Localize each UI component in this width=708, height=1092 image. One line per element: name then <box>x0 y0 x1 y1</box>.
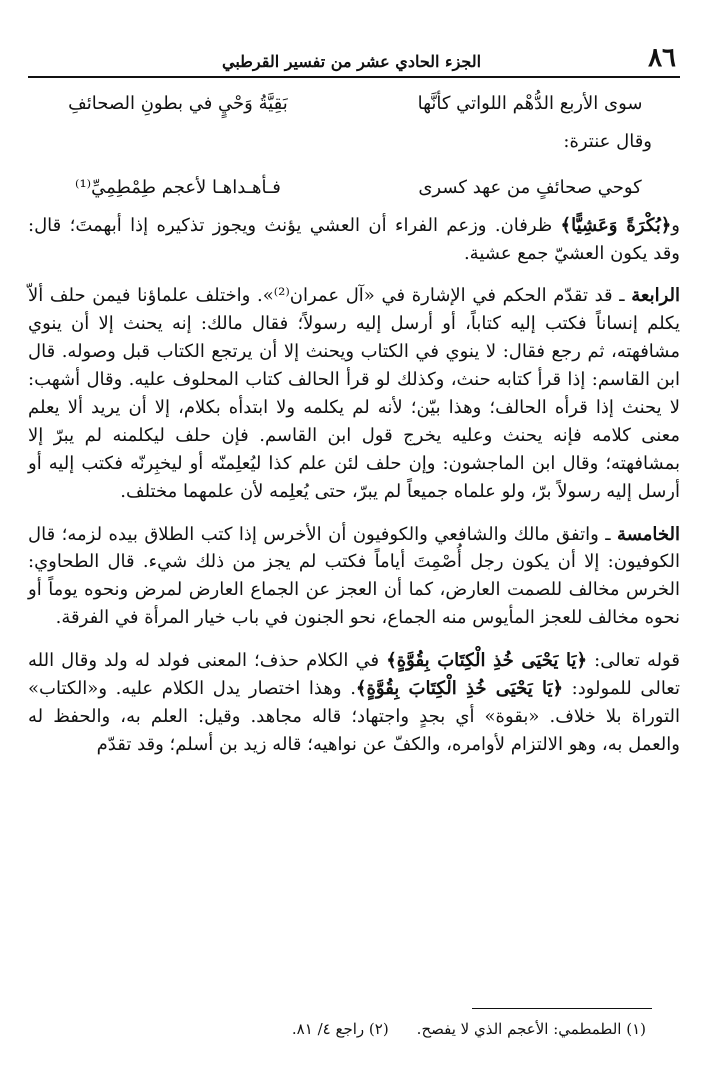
page-content <box>28 90 680 774</box>
book-page <box>28 22 680 1072</box>
footnote-divider <box>472 1008 652 1009</box>
footnote-2: (٢) راجع ٤/ ٨١. <box>291 1020 389 1038</box>
paragraph-text: ـ قد تقدّم الحكم في الإشارة في «آل عمران⁽²⁾». واختلف علماؤنا فيمن حلف ألاّ يكلم إنساناً فكتب إليه كتاباً، أو أرسل إليه رسولاً؛ فقال مالك: إنه يحنث إلا أن ينوي مشافهته، ثم رجع فقال: لا ينوي في الكتاب ويحنث إلا أن يرتجع الكتاب قبل وصوله. قال ابن القاسم: إذا قرأ كتابه حنث، وكذلك لو قرأ الحالف كتاب المحلوف عليه. وقال أشهب: لا يحنث إذا قرأه الحالف؛ وهذا بيّن؛ لأنه لم يكلمه ولا ابتدأه بكلام، إلا أن يريد ألا يعلم معنى كلامه فإنه يحنث وعليه يخرج قول ابن القاسم. فإن حلف ليكلمنه لم يبرّ إلا بمشافهته؛ وقال ابن الماجشون: وإن حلف لئن علم كذا ليُعلِمنّه أو ليخبِرنّه فكتب إليه أو أرسل إليه رسولاً برّ، ولو علماه جميعاً لم يبرّ، حتى يُعلِمه لأن علمهما مختلف. <box>28 285 680 502</box>
paragraph-text: . وهذا اختصار يدل الكلام عليه. و«الكتاب» التوراة بلا خلاف. «بقوة» أي بجدٍ واجتهاد؛ قاله مجاهد. وقيل: العلم به، والحفظ له والعمل به، وهو الالتزام لأوامره، والكفّ عن نواهيه؛ قاله زيد بن أسلم؛ وقد تقدّم <box>28 678 680 755</box>
section-lead: الرابعة <box>631 285 680 307</box>
verse-1-second-hemistich: بَقِيَّةُ وَحْيٍ في بطونِ الصحائفِ <box>68 93 288 114</box>
quran-quote: ﴿يَا يَحْيَى خُذِ الْكِتَابَ بِقُوَّةٍ﴾ <box>386 650 588 672</box>
paragraph-text: و <box>671 214 680 236</box>
body-paragraph <box>28 212 680 268</box>
body-paragraph <box>28 282 680 505</box>
body-paragraphs <box>28 212 680 759</box>
paragraph-text: في الكلام حذف؛ المعنى فولد له ولد وقال الله تعالى للمولود: <box>28 650 680 700</box>
section-lead: الخامسة <box>617 523 680 545</box>
verse-1-first-hemistich: سوى الأربع الدُّهْم اللواتي كأنَّها <box>417 93 643 114</box>
paragraph-text: قوله تعالى: <box>587 650 680 672</box>
verse-2-first-hemistich: كوحي صحائفٍ من عهد كسرى <box>418 176 642 198</box>
footnotes <box>28 1020 646 1038</box>
paragraph-text: ظرفان. وزعم الفراء أن العشي يؤنث ويجوز تذكيره إذا أبهمتَ؛ قال: وقد يكون العشيّ جمع عشية. <box>28 214 680 264</box>
running-title: الجزء الحادي عشر من تفسير القرطبي <box>222 52 482 71</box>
body-paragraph <box>28 647 680 759</box>
verse-line-2 <box>28 174 680 202</box>
verse-2-second-hemistich: فـأهـداهـا لأعجم طِمْطِمِيِّ⁽¹⁾ <box>75 176 281 198</box>
verse-line-1 <box>28 90 680 118</box>
page-number: ٨٦ <box>648 43 676 73</box>
page-header <box>28 22 680 78</box>
footnote-1: (١) الطمطمي: الأعجم الذي لا يفصح. <box>416 1020 646 1038</box>
body-paragraph <box>28 521 680 633</box>
quran-quote: ﴿يَا يَحْيَى خُذِ الْكِتَابَ بِقُوَّةٍ﴾ <box>355 678 564 700</box>
paragraph-text: ـ واتفق مالك والشافعي والكوفيون أن الأخرس إذا كتب الطلاق بيده لزمه؛ قال الكوفيون: إلا أن يكون رجل أُصْمِتَ أياماً فكتب لم يجز من ذلك شيء. قال الطحاوي: الخرس مخالف للصمت العارض، كما أن العجز عن الجماع العارض لمرض ونحوه يوماً أو نحوه مخالف للعجز المأيوس منه الجماع، نحو الجنون في باب خيار المرأة في الفرقة. <box>28 523 680 629</box>
quran-quote: ﴿بُكْرَةً وَعَشِيًّا﴾ <box>560 214 672 236</box>
poet-intro: وقال عنترة: <box>563 130 652 152</box>
